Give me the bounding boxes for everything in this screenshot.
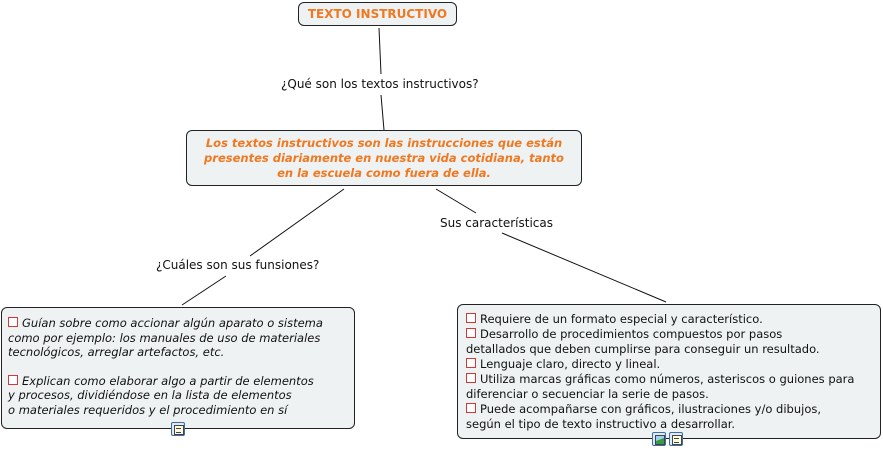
bullet-icon <box>466 328 476 338</box>
function-item: Explican como elaborar algo a partir de elementos y procesos, dividiéndose en la lista de elementos o materiales requeridos y el procedimiento en sí <box>8 373 314 417</box>
feature-item: Desarrollo de procedimientos compuestos por pasos detallados que deben cumplirse para conseguir un resultado. <box>466 327 820 356</box>
connector-functions-box <box>182 276 226 305</box>
image-icon[interactable] <box>652 432 666 446</box>
connector-question-definition <box>381 95 384 130</box>
note-icon[interactable] <box>669 432 683 446</box>
connector-definition-functions <box>250 189 344 256</box>
bullet-icon <box>466 358 476 368</box>
feature-item: Lenguaje claro, directo y lineal. <box>466 357 874 372</box>
root-node[interactable] <box>298 2 457 26</box>
link-label-functions: ¿Cuáles son sus funsiones? <box>156 258 320 272</box>
bullet-icon <box>8 375 18 385</box>
features-node[interactable] <box>457 304 881 439</box>
link-label-features: Sus características <box>440 216 553 230</box>
feature-item: Utiliza marcas gráficas como números, asteriscos o guiones para diferenciar o secuenciar la serie de pasos. <box>466 372 855 401</box>
bullet-icon <box>466 403 476 413</box>
bullet-icon <box>466 373 476 383</box>
connector-features-box <box>502 233 666 302</box>
definition-node[interactable] <box>186 130 582 186</box>
root-node-label: TEXTO INSTRUCTIVO <box>307 7 448 21</box>
bullet-icon <box>8 317 18 327</box>
feature-item: Puede acompañarse con gráficos, ilustraciones y/o dibujos, según el tipo de texto instructivo a desarrollar. <box>466 402 822 431</box>
connector-root-question <box>379 28 381 74</box>
functions-node[interactable] <box>1 307 355 429</box>
connector-definition-features <box>436 189 476 213</box>
function-item: Guían sobre como accionar algún aparato o sistema como por ejemplo: los manuales de uso de materiales tecnológicos, arreglar artefactos, etc. <box>8 316 323 359</box>
definition-text: Los textos instructivos son las instrucciones que están presentes diariamente en nuestra vida cotidiana, tanto en la escuela como fuera de ella. <box>204 135 564 180</box>
note-icon[interactable] <box>171 422 185 436</box>
link-label-what-are: ¿Qué son los textos instructivos? <box>281 77 479 91</box>
bullet-icon <box>466 313 476 323</box>
feature-item: Requiere de un formato especial y característico. <box>466 312 874 327</box>
